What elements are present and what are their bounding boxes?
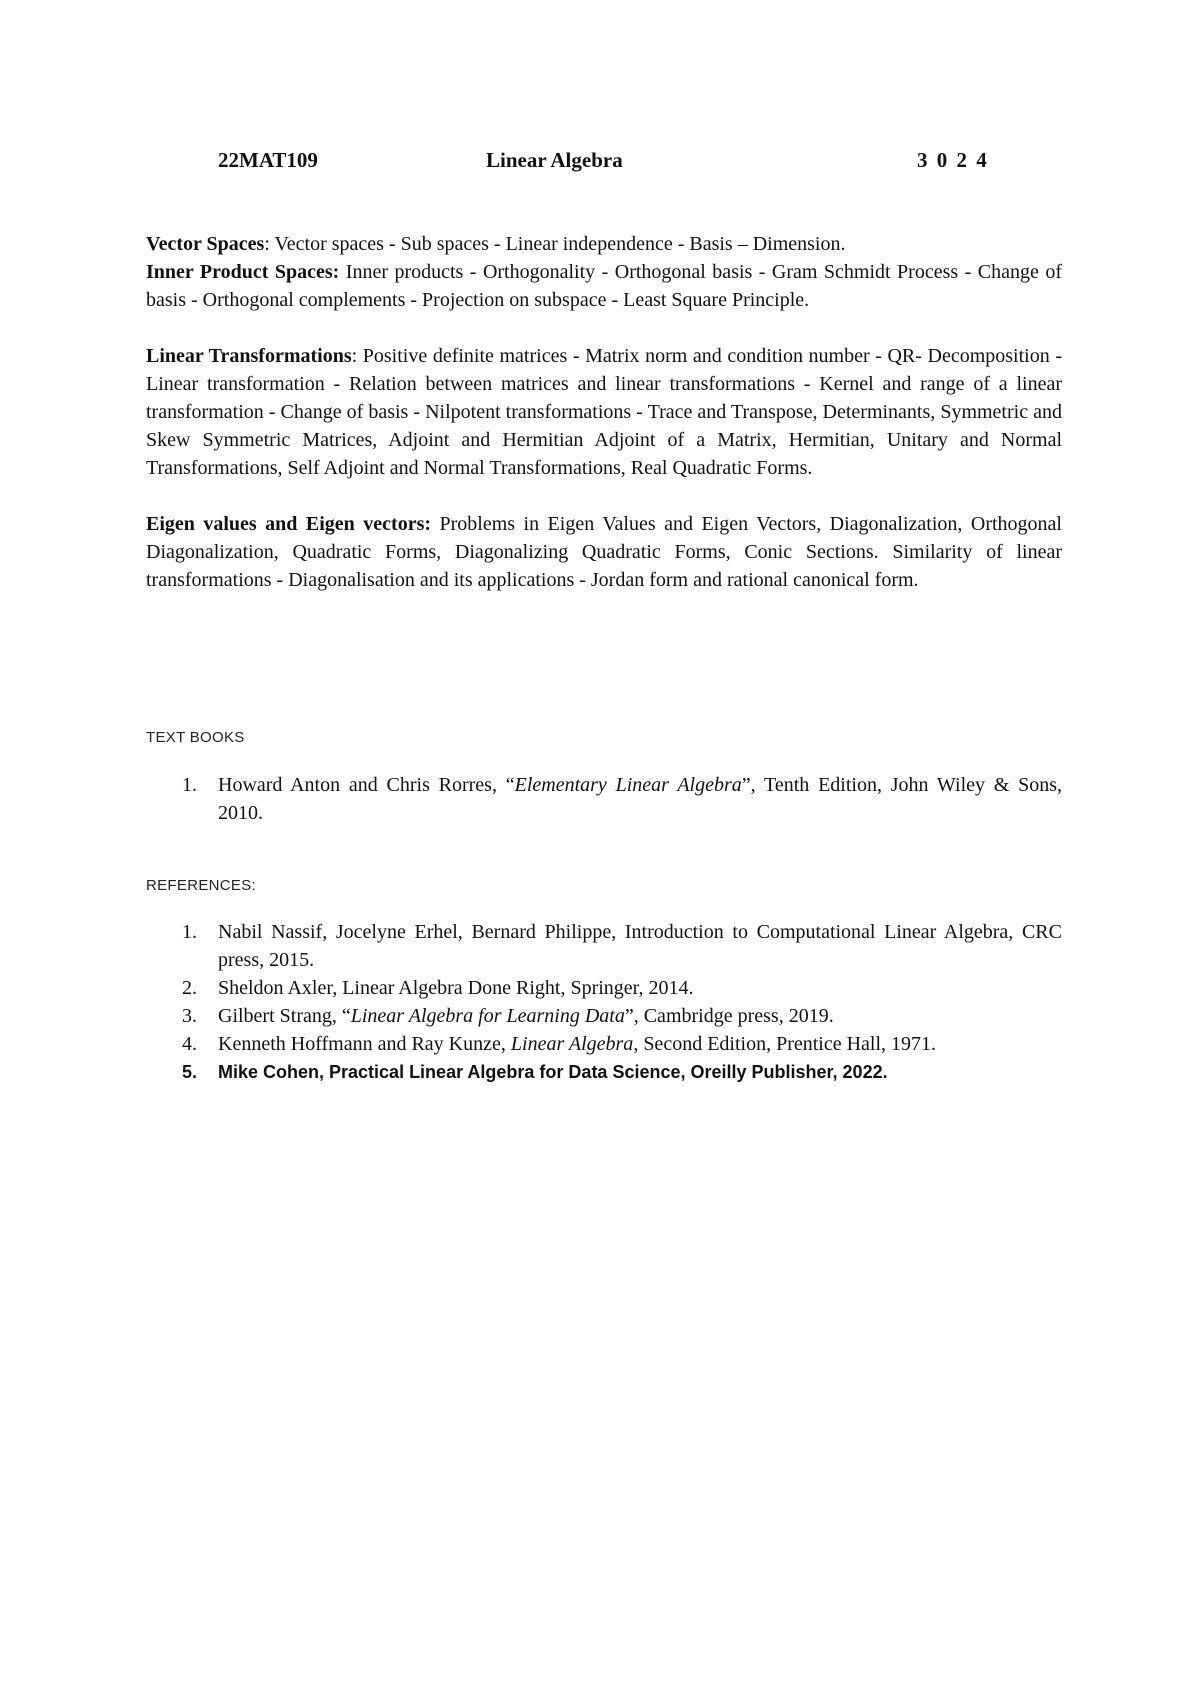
reference-title: Linear Algebra xyxy=(510,1033,634,1055)
textbook-title: Elementary Linear Algebra xyxy=(514,774,742,796)
vector-spaces-paragraph xyxy=(146,230,1062,258)
course-code: 22MAT109 xyxy=(218,148,318,172)
vector-spaces-title: Vector Spaces xyxy=(146,233,265,255)
reference-item xyxy=(146,1002,1062,1030)
textbook-text-after: ”, Tenth Edition, John Wiley & Sons, 2010. xyxy=(218,774,1063,824)
reference-text-before: Gilbert Strang, “ xyxy=(218,1005,351,1027)
reference-item xyxy=(146,1030,1062,1058)
list-number: 5. xyxy=(182,1062,198,1082)
inner-product-text: Inner products - Orthogonality - Orthogonal basis - Gram Schmidt Process - Change of basis - Orthogonal complements - Projection on subspace - Least Square Principle. xyxy=(146,261,1062,311)
list-number: 4. xyxy=(182,1033,197,1055)
reference-item xyxy=(146,974,1062,1002)
list-number: 1. xyxy=(182,774,197,796)
textbooks-heading: TEXT BOOKS xyxy=(146,729,245,746)
linear-transformations-title: Linear Transformations xyxy=(146,345,352,367)
textbooks-list xyxy=(146,771,1062,827)
eigen-paragraph xyxy=(146,510,1062,594)
reference-text-after: ”, Cambridge press, 2019. xyxy=(624,1005,834,1027)
vector-spaces-separator: : xyxy=(264,233,275,255)
inner-product-paragraph xyxy=(146,258,1062,314)
linear-transformations-text: Positive definite matrices - Matrix norm and condition number - QR- Decomposition - Linear transformation - Relation between matrices and linear transformations - Kernel and range of a linear transformation - Change of basis - Nilpotent transformations - Trace and Transpose, Determinants, Symmetric and Skew Symmetric Matrices, Adjoint and Hermitian Adjoint of a Matrix, Hermitian, Unitary and Normal Transformations, Self Adjoint and Normal Transformations, Real Quadratic Forms. xyxy=(146,345,1062,479)
course-header xyxy=(0,148,1200,178)
eigen-title: Eigen values and Eigen vectors: xyxy=(146,513,432,535)
reference-text: Sheldon Axler, Linear Algebra Done Right, Springer, 2014. xyxy=(218,977,694,999)
reference-text-after: , Second Edition, Prentice Hall, 1971. xyxy=(633,1033,937,1055)
linear-transformations-separator: : xyxy=(351,345,363,367)
inner-product-title: Inner Product Spaces: xyxy=(146,261,340,283)
list-number: 3. xyxy=(182,1005,197,1027)
syllabus-body xyxy=(146,230,1062,594)
list-number: 1. xyxy=(182,921,197,943)
textbook-text-before: Howard Anton and Chris Rorres, “ xyxy=(218,774,515,796)
reference-item xyxy=(146,918,1062,974)
list-number: 2. xyxy=(182,977,197,999)
reference-text: Mike Cohen, Practical Linear Algebra for Data Science, Oreilly Publisher, 2022. xyxy=(218,1062,888,1082)
textbook-item xyxy=(146,771,1062,827)
eigen-text: Problems in Eigen Values and Eigen Vectors, Diagonalization, Orthogonal Diagonalization, Quadratic Forms, Diagonalizing Quadratic Forms, Conic Sections. Similarity of linear transformations - Diagonalisation and its applications - Jordan form and rational canonical form. xyxy=(146,513,1062,591)
course-credits: 3 0 2 4 xyxy=(917,148,989,172)
reference-title: Linear Algebra for Learning Data xyxy=(350,1005,625,1027)
reference-text-before: Kenneth Hoffmann and Ray Kunze, xyxy=(218,1033,511,1055)
course-title: Linear Algebra xyxy=(486,148,623,172)
reference-text: Nabil Nassif, Jocelyne Erhel, Bernard Philippe, Introduction to Computational Linear Algebra, CRC press, 2015. xyxy=(218,921,1062,971)
references-heading: REFERENCES: xyxy=(146,877,256,894)
vector-spaces-text: Vector spaces - Sub spaces - Linear independence - Basis – Dimension. xyxy=(274,233,846,255)
reference-item xyxy=(146,1058,1062,1086)
references-list xyxy=(146,918,1062,1086)
linear-transformations-paragraph xyxy=(146,342,1062,482)
